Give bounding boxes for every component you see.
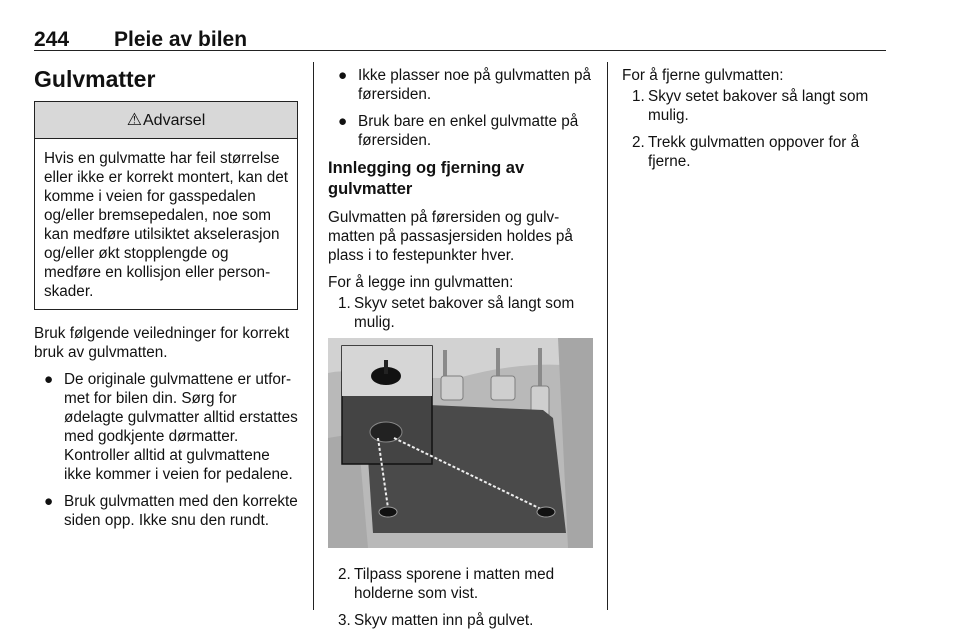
warning-box [34, 101, 298, 310]
paragraph: For å fjerne gulvmatten: [622, 67, 784, 84]
header-rule [34, 50, 886, 51]
bullet-icon: ● [338, 67, 348, 84]
section-title: Gulvmatter [34, 66, 156, 92]
list-item [328, 112, 593, 150]
column-divider-1 [313, 62, 314, 610]
step-number: 2. [632, 134, 645, 151]
step-text: Skyv setet bakover så langt som mulig. [648, 88, 869, 124]
clutch-pedal-shape [441, 376, 463, 400]
subheading: Innlegging og fjerning av gulvmatter [328, 159, 525, 198]
removal-step-list [622, 87, 886, 171]
list-item [328, 66, 593, 104]
list-item-text: Ikke plasser noe på gulvmatten på førersiden. [358, 67, 591, 103]
warning-header [35, 102, 297, 139]
column-3 [622, 66, 886, 179]
bullet-icon: ● [44, 493, 54, 510]
step-text: Skyv matten inn på gulvet. [354, 612, 534, 629]
step-item [328, 294, 593, 332]
guideline-list-continued [328, 66, 593, 150]
step-item [622, 87, 886, 125]
floor-mat-illustration [328, 338, 593, 548]
list-item-text: Bruk bare en enkel gulvmatte på førersiden. [358, 113, 579, 149]
paragraph: Gulvmatten på førersiden og gulvmatten på passasjersiden holdes på plass i to festepunkter hver. [328, 209, 573, 264]
step-text: Skyv setet bakover så langt som mulig. [354, 295, 575, 331]
step-item [328, 611, 593, 630]
warning-label: Advarsel [143, 112, 206, 129]
step-text: Tilpass sporene i matten med holderne som vist. [354, 566, 555, 602]
step-text: Trekk gulvmatten oppover for å fjerne. [648, 134, 860, 170]
column-2 [328, 66, 593, 638]
floor-fastener-right-shape [537, 507, 555, 517]
floor-fastener-left-shape [379, 507, 397, 517]
step-number: 1. [632, 88, 645, 105]
bullet-icon: ● [338, 113, 348, 130]
step-number: 2. [338, 566, 351, 583]
bullet-icon: ● [44, 371, 54, 388]
paragraph: For å legge inn gulvmatten: [328, 274, 514, 291]
list-item-text: De originale gulvmattene er utformet for bilen din. Sørg for ødelagte gulvmatter alltid erstattes med godkjente dørmatter. Kontroller alltid at gulvmattene ikke kommer i veien for pedalene. [64, 371, 298, 483]
step-list [328, 294, 593, 332]
list-item [34, 492, 298, 530]
fastener-pin-shape [384, 360, 388, 374]
column-1 [34, 66, 298, 538]
step-item [328, 565, 593, 603]
fastener-slot-shape [370, 422, 402, 442]
intro-paragraph: Bruk følgende veiledninger for korrekt bruk av gulvmatten. [34, 325, 290, 361]
brake-pedal-shape [491, 376, 515, 400]
page-number: 244 [34, 28, 70, 51]
step-item [622, 133, 886, 171]
warning-text: Hvis en gulvmatte har feil størrelse eller ikke er korrekt montert, kan det komme i veien for gasspedalen og/eller bremsepedalen, noe som kan medføre utilsiktet akselerasjon og/eller økt stopplengde og medføre en kollisjon eller personskader. [44, 150, 288, 300]
list-item [34, 370, 298, 484]
list-item-text: Bruk gulvmatten med den korrekte siden opp. Ikke snu den rundt. [64, 493, 298, 529]
pedal-arm [496, 348, 500, 380]
pedal-arm [538, 348, 542, 388]
step-list-continued [328, 565, 593, 630]
guideline-list [34, 370, 298, 530]
step-number: 1. [338, 295, 351, 312]
warning-triangle-icon: ⚠ [126, 110, 142, 129]
step-number: 3. [338, 612, 351, 629]
page-header-title: Pleie av bilen [114, 28, 248, 51]
column-divider-2 [607, 62, 608, 610]
